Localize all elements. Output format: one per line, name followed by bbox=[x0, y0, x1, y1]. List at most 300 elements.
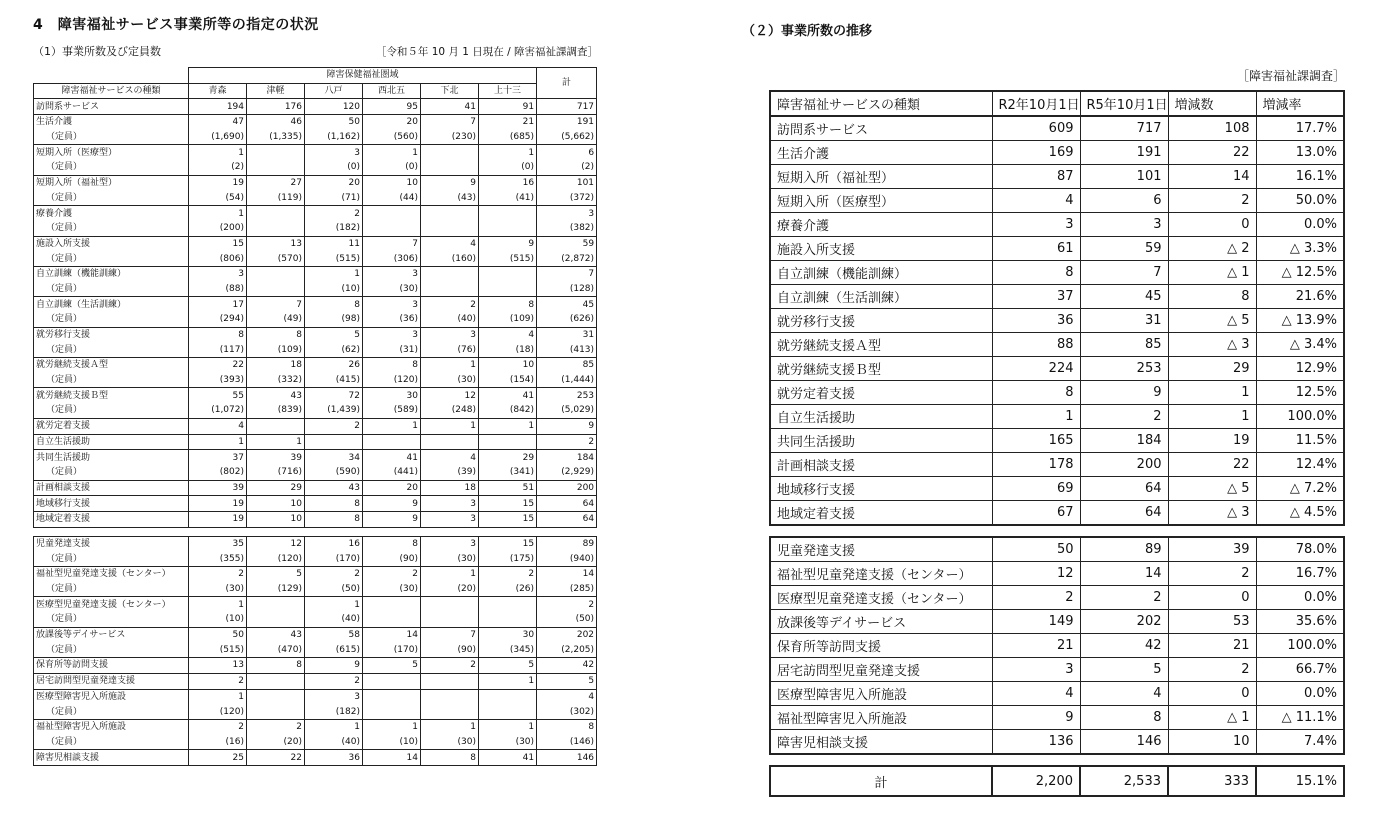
region-header: 八戸 bbox=[305, 83, 363, 99]
count-cell bbox=[421, 597, 479, 612]
count-cell: 15 bbox=[479, 496, 537, 512]
table-row bbox=[34, 418, 597, 434]
value-cell: △ 1 bbox=[1168, 261, 1256, 285]
capacity-cell bbox=[247, 704, 305, 719]
count-cell: 4 bbox=[421, 450, 479, 465]
count-cell: 31 bbox=[537, 327, 597, 342]
count-cell: 14 bbox=[363, 750, 421, 766]
capacity-cell: (76) bbox=[421, 342, 479, 357]
value-cell: 200 bbox=[1080, 453, 1168, 477]
table-row bbox=[34, 658, 597, 674]
trend-header-cell: 増減率 bbox=[1256, 91, 1344, 116]
value-cell: △ 3 bbox=[1168, 501, 1256, 526]
capacity-cell: (40) bbox=[421, 312, 479, 327]
count-cell: 2 bbox=[305, 567, 363, 582]
table-row bbox=[770, 405, 1344, 429]
value-cell: 9 bbox=[992, 706, 1080, 730]
capacity-label: （定員） bbox=[34, 612, 189, 627]
capacity-cell bbox=[247, 221, 305, 236]
capacity-cell: (230) bbox=[421, 130, 479, 145]
capacity-cell: (31) bbox=[363, 342, 421, 357]
count-cell: 14 bbox=[537, 567, 597, 582]
count-cell bbox=[363, 206, 421, 221]
count-cell: 1 bbox=[305, 597, 363, 612]
count-cell bbox=[363, 597, 421, 612]
region-header: 青森 bbox=[189, 83, 247, 99]
count-cell: 10 bbox=[247, 496, 305, 512]
capacity-label: （定員） bbox=[34, 160, 189, 175]
left-table-header bbox=[34, 68, 597, 99]
service-label: 自立訓練（機能訓練） bbox=[770, 261, 992, 285]
value-cell: △ 2 bbox=[1168, 237, 1256, 261]
count-cell: 8 bbox=[247, 327, 305, 342]
service-label: 地域定着支援 bbox=[770, 501, 992, 526]
service-label: 療養介護 bbox=[34, 206, 189, 221]
value-cell: △ 1 bbox=[1168, 706, 1256, 730]
count-cell: 37 bbox=[189, 450, 247, 465]
capacity-cell: (54) bbox=[189, 191, 247, 206]
table-row bbox=[770, 706, 1344, 730]
table-row bbox=[34, 597, 597, 612]
count-cell: 8 bbox=[305, 511, 363, 527]
count-cell: 43 bbox=[247, 388, 305, 403]
capacity-cell: (685) bbox=[479, 130, 537, 145]
region-header: 津軽 bbox=[247, 83, 305, 99]
capacity-cell: (90) bbox=[363, 551, 421, 566]
count-cell: 253 bbox=[537, 388, 597, 403]
capacity-label: （定員） bbox=[34, 221, 189, 236]
capacity-row bbox=[34, 160, 597, 175]
service-label: 福祉型障害児入所施設 bbox=[770, 706, 992, 730]
count-cell: 2 bbox=[247, 719, 305, 734]
count-cell: 9 bbox=[363, 496, 421, 512]
capacity-cell: (1,162) bbox=[305, 130, 363, 145]
count-cell: 4 bbox=[421, 236, 479, 251]
capacity-cell bbox=[421, 221, 479, 236]
service-label: 医療型児童発達支援（センター） bbox=[34, 597, 189, 612]
capacity-cell: (170) bbox=[305, 551, 363, 566]
count-cell bbox=[247, 418, 305, 434]
count-cell: 2 bbox=[189, 567, 247, 582]
value-cell: 17.7% bbox=[1256, 116, 1344, 141]
total-value: 2,200 bbox=[992, 766, 1080, 796]
capacity-cell: (842) bbox=[479, 403, 537, 418]
count-cell: 18 bbox=[247, 358, 305, 373]
value-cell: 146 bbox=[1080, 730, 1168, 755]
capacity-cell bbox=[479, 704, 537, 719]
capacity-cell: (109) bbox=[479, 312, 537, 327]
count-cell: 1 bbox=[479, 145, 537, 160]
capacity-cell: (1,444) bbox=[537, 373, 597, 388]
value-cell: 35.6% bbox=[1256, 610, 1344, 634]
capacity-cell: (119) bbox=[247, 191, 305, 206]
count-cell: 50 bbox=[305, 115, 363, 130]
count-cell: 8 bbox=[247, 658, 305, 674]
value-cell: 8 bbox=[1080, 706, 1168, 730]
count-cell: 39 bbox=[189, 480, 247, 496]
count-cell: 41 bbox=[479, 388, 537, 403]
capacity-cell: (1,690) bbox=[189, 130, 247, 145]
value-cell: △ 13.9% bbox=[1256, 309, 1344, 333]
count-cell: 41 bbox=[421, 99, 479, 115]
capacity-row bbox=[34, 704, 597, 719]
count-cell: 89 bbox=[537, 536, 597, 551]
right-title: （２）事業所数の推移 bbox=[742, 24, 873, 39]
value-cell: 78.0% bbox=[1256, 537, 1344, 562]
service-label: 就労定着支援 bbox=[770, 381, 992, 405]
table-row bbox=[770, 586, 1344, 610]
capacity-cell: (117) bbox=[189, 342, 247, 357]
count-cell: 11 bbox=[305, 236, 363, 251]
value-cell: 2 bbox=[992, 586, 1080, 610]
count-cell: 50 bbox=[189, 627, 247, 642]
capacity-cell: (415) bbox=[305, 373, 363, 388]
capacity-cell: (372) bbox=[537, 191, 597, 206]
capacity-label: （定員） bbox=[34, 582, 189, 597]
count-cell: 20 bbox=[363, 480, 421, 496]
table-row bbox=[34, 358, 597, 373]
count-cell: 9 bbox=[537, 418, 597, 434]
count-cell: 202 bbox=[537, 627, 597, 642]
count-cell: 1 bbox=[189, 145, 247, 160]
service-label: 児童発達支援 bbox=[34, 536, 189, 551]
count-cell: 3 bbox=[189, 266, 247, 281]
right-table-header bbox=[770, 91, 1344, 116]
capacity-cell: (30) bbox=[363, 582, 421, 597]
count-cell: 8 bbox=[363, 536, 421, 551]
count-cell: 1 bbox=[363, 719, 421, 734]
value-cell: 2 bbox=[1080, 586, 1168, 610]
count-cell: 2 bbox=[537, 434, 597, 450]
count-cell: 3 bbox=[421, 496, 479, 512]
capacity-cell: (2,929) bbox=[537, 465, 597, 480]
capacity-cell: (30) bbox=[421, 551, 479, 566]
count-cell: 1 bbox=[479, 418, 537, 434]
capacity-cell bbox=[479, 221, 537, 236]
count-cell: 35 bbox=[189, 536, 247, 551]
count-cell: 2 bbox=[363, 567, 421, 582]
capacity-cell: (5,029) bbox=[537, 403, 597, 418]
count-cell: 5 bbox=[479, 658, 537, 674]
left-section bbox=[33, 12, 598, 766]
capacity-cell: (41) bbox=[479, 191, 537, 206]
capacity-cell: (30) bbox=[421, 735, 479, 750]
table-row bbox=[34, 480, 597, 496]
capacity-row bbox=[34, 282, 597, 297]
value-cell: 14 bbox=[1080, 562, 1168, 586]
value-cell: 3 bbox=[992, 658, 1080, 682]
value-cell: 1 bbox=[1168, 381, 1256, 405]
value-cell: 149 bbox=[992, 610, 1080, 634]
capacity-cell: (940) bbox=[537, 551, 597, 566]
count-cell: 8 bbox=[305, 297, 363, 312]
capacity-cell: (49) bbox=[247, 312, 305, 327]
count-cell: 2 bbox=[305, 673, 363, 689]
capacity-cell: (306) bbox=[363, 251, 421, 266]
value-cell: △ 11.1% bbox=[1256, 706, 1344, 730]
count-cell bbox=[363, 673, 421, 689]
count-cell bbox=[247, 673, 305, 689]
value-cell: △ 3.4% bbox=[1256, 333, 1344, 357]
capacity-cell: (128) bbox=[537, 282, 597, 297]
table-row bbox=[34, 115, 597, 130]
capacity-cell: (62) bbox=[305, 342, 363, 357]
count-cell: 1 bbox=[421, 719, 479, 734]
capacity-cell: (626) bbox=[537, 312, 597, 327]
value-cell: 10 bbox=[1168, 730, 1256, 755]
trend-header-cell: R2年10月1日 bbox=[992, 91, 1080, 116]
service-label: 就労継続支援Ａ型 bbox=[770, 333, 992, 357]
value-cell: 9 bbox=[1080, 381, 1168, 405]
count-cell bbox=[479, 206, 537, 221]
value-cell: 14 bbox=[1168, 165, 1256, 189]
table-row bbox=[34, 99, 597, 115]
capacity-cell: (20) bbox=[247, 735, 305, 750]
value-cell: 2 bbox=[1080, 405, 1168, 429]
service-label: 保育所等訪問支援 bbox=[770, 634, 992, 658]
table-row bbox=[34, 719, 597, 734]
count-cell: 15 bbox=[189, 236, 247, 251]
value-cell: 2 bbox=[1168, 189, 1256, 213]
count-cell: 1 bbox=[421, 358, 479, 373]
total-header: 計 bbox=[537, 68, 597, 99]
capacity-row bbox=[34, 373, 597, 388]
count-cell: 13 bbox=[247, 236, 305, 251]
service-label: 自立生活援助 bbox=[770, 405, 992, 429]
table-row bbox=[34, 236, 597, 251]
capacity-cell: (1,439) bbox=[305, 403, 363, 418]
count-cell: 8 bbox=[363, 358, 421, 373]
count-cell: 9 bbox=[363, 511, 421, 527]
count-cell: 8 bbox=[305, 496, 363, 512]
capacity-cell: (154) bbox=[479, 373, 537, 388]
count-cell: 20 bbox=[305, 175, 363, 190]
table-row bbox=[770, 634, 1344, 658]
capacity-cell bbox=[363, 612, 421, 627]
capacity-cell: (30) bbox=[479, 735, 537, 750]
service-label: 施設入所支援 bbox=[34, 236, 189, 251]
capacity-cell: (120) bbox=[247, 551, 305, 566]
value-cell: 39 bbox=[1168, 537, 1256, 562]
count-cell: 8 bbox=[189, 327, 247, 342]
count-cell: 717 bbox=[537, 99, 597, 115]
value-cell: 8 bbox=[992, 381, 1080, 405]
count-cell: 200 bbox=[537, 480, 597, 496]
count-cell: 30 bbox=[363, 388, 421, 403]
capacity-cell: (40) bbox=[305, 735, 363, 750]
count-cell: 5 bbox=[363, 658, 421, 674]
table-row bbox=[34, 327, 597, 342]
right-section bbox=[740, 18, 1345, 797]
value-cell: 4 bbox=[992, 189, 1080, 213]
count-cell: 43 bbox=[247, 627, 305, 642]
capacity-cell: (382) bbox=[537, 221, 597, 236]
count-cell: 3 bbox=[363, 266, 421, 281]
capacity-cell: (109) bbox=[247, 342, 305, 357]
count-cell: 21 bbox=[479, 115, 537, 130]
value-cell: 12 bbox=[992, 562, 1080, 586]
table-row bbox=[770, 537, 1344, 562]
table-row bbox=[770, 610, 1344, 634]
count-cell: 12 bbox=[247, 536, 305, 551]
count-cell: 1 bbox=[189, 434, 247, 450]
count-cell: 22 bbox=[247, 750, 305, 766]
service-label: 自立訓練（生活訓練） bbox=[770, 285, 992, 309]
value-cell: 0 bbox=[1168, 586, 1256, 610]
total-value: 333 bbox=[1168, 766, 1256, 796]
value-cell: 184 bbox=[1080, 429, 1168, 453]
capacity-cell: (120) bbox=[189, 704, 247, 719]
count-cell: 2 bbox=[189, 719, 247, 734]
count-cell: 7 bbox=[421, 627, 479, 642]
capacity-cell: (2) bbox=[189, 160, 247, 175]
count-cell: 18 bbox=[421, 480, 479, 496]
value-cell: 50.0% bbox=[1256, 189, 1344, 213]
value-cell: 100.0% bbox=[1256, 634, 1344, 658]
count-cell: 10 bbox=[479, 358, 537, 373]
capacity-label: （定員） bbox=[34, 191, 189, 206]
capacity-row bbox=[34, 342, 597, 357]
value-cell: 136 bbox=[992, 730, 1080, 755]
table-row bbox=[770, 381, 1344, 405]
count-cell bbox=[479, 266, 537, 281]
table-row bbox=[34, 266, 597, 281]
value-cell: 169 bbox=[992, 141, 1080, 165]
service-label: 共同生活援助 bbox=[770, 429, 992, 453]
service-type-header: 障害福祉サービスの種類 bbox=[34, 83, 189, 99]
count-cell: 1 bbox=[247, 434, 305, 450]
service-label: 就労定着支援 bbox=[34, 418, 189, 434]
value-cell: 12.5% bbox=[1256, 381, 1344, 405]
capacity-cell bbox=[421, 160, 479, 175]
value-cell: 85 bbox=[1080, 333, 1168, 357]
count-cell bbox=[421, 206, 479, 221]
capacity-label: （定員） bbox=[34, 642, 189, 657]
value-cell: 5 bbox=[1080, 658, 1168, 682]
capacity-label: （定員） bbox=[34, 403, 189, 418]
capacity-row bbox=[34, 551, 597, 566]
capacity-row bbox=[34, 735, 597, 750]
capacity-row bbox=[34, 403, 597, 418]
service-label: 居宅訪問型児童発達支援 bbox=[34, 673, 189, 689]
service-label: 福祉型障害児入所施設 bbox=[34, 719, 189, 734]
count-cell: 55 bbox=[189, 388, 247, 403]
count-cell: 13 bbox=[189, 658, 247, 674]
total-label: 計 bbox=[770, 766, 992, 796]
service-label: 地域移行支援 bbox=[770, 477, 992, 501]
capacity-cell: (40) bbox=[305, 612, 363, 627]
count-cell: 12 bbox=[421, 388, 479, 403]
table-row bbox=[34, 536, 597, 551]
value-cell: 2 bbox=[1168, 562, 1256, 586]
capacity-cell: (200) bbox=[189, 221, 247, 236]
count-cell bbox=[363, 434, 421, 450]
capacity-cell: (590) bbox=[305, 465, 363, 480]
capacity-cell: (90) bbox=[421, 642, 479, 657]
value-cell: 22 bbox=[1168, 453, 1256, 477]
value-cell: 16.7% bbox=[1256, 562, 1344, 586]
count-cell: 43 bbox=[305, 480, 363, 496]
capacity-row bbox=[34, 312, 597, 327]
capacity-cell: (470) bbox=[247, 642, 305, 657]
value-cell: 609 bbox=[992, 116, 1080, 141]
capacity-label: （定員） bbox=[34, 551, 189, 566]
service-label: 福祉型児童発達支援（センター） bbox=[34, 567, 189, 582]
count-cell: 47 bbox=[189, 115, 247, 130]
service-label: 訪問系サービス bbox=[34, 99, 189, 115]
left-subheader bbox=[33, 38, 598, 64]
value-cell: 88 bbox=[992, 333, 1080, 357]
table-row bbox=[770, 562, 1344, 586]
service-label: 保育所等訪問支援 bbox=[34, 658, 189, 674]
capacity-cell: (332) bbox=[247, 373, 305, 388]
capacity-label: （定員） bbox=[34, 251, 189, 266]
capacity-cell: (413) bbox=[537, 342, 597, 357]
service-label: 放課後等デイサービス bbox=[770, 610, 992, 634]
capacity-row bbox=[34, 612, 597, 627]
capacity-cell bbox=[421, 704, 479, 719]
count-cell bbox=[247, 597, 305, 612]
count-cell: 46 bbox=[247, 115, 305, 130]
count-cell bbox=[247, 206, 305, 221]
value-cell: 87 bbox=[992, 165, 1080, 189]
capacity-cell: (36) bbox=[363, 312, 421, 327]
count-cell: 1 bbox=[421, 418, 479, 434]
value-cell: 13.0% bbox=[1256, 141, 1344, 165]
capacity-cell: (1,335) bbox=[247, 130, 305, 145]
right-survey-note: ［障害福祉課調査］ bbox=[1236, 69, 1345, 83]
service-label: 短期入所（福祉型） bbox=[770, 165, 992, 189]
value-cell: 108 bbox=[1168, 116, 1256, 141]
count-cell: 1 bbox=[305, 719, 363, 734]
count-cell: 91 bbox=[479, 99, 537, 115]
value-cell: 0 bbox=[1168, 682, 1256, 706]
service-label: 自立生活援助 bbox=[34, 434, 189, 450]
count-cell: 5 bbox=[537, 673, 597, 689]
count-cell: 85 bbox=[537, 358, 597, 373]
capacity-cell: (441) bbox=[363, 465, 421, 480]
value-cell: 21 bbox=[992, 634, 1080, 658]
value-cell: △ 3.3% bbox=[1256, 237, 1344, 261]
table-row bbox=[34, 496, 597, 512]
capacity-cell: (129) bbox=[247, 582, 305, 597]
capacity-cell: (560) bbox=[363, 130, 421, 145]
count-cell: 64 bbox=[537, 496, 597, 512]
capacity-cell: (570) bbox=[247, 251, 305, 266]
count-cell: 41 bbox=[479, 750, 537, 766]
value-cell: 21 bbox=[1168, 634, 1256, 658]
capacity-row bbox=[34, 251, 597, 266]
count-cell: 176 bbox=[247, 99, 305, 115]
capacity-cell: (2) bbox=[537, 160, 597, 175]
value-cell: 224 bbox=[992, 357, 1080, 381]
left-subtitle: （1）事業所数及び定員数 bbox=[33, 45, 161, 58]
table-row bbox=[770, 658, 1344, 682]
capacity-cell: (43) bbox=[421, 191, 479, 206]
value-cell: 178 bbox=[992, 453, 1080, 477]
value-cell: 45 bbox=[1080, 285, 1168, 309]
count-cell: 146 bbox=[537, 750, 597, 766]
capacity-cell: (98) bbox=[305, 312, 363, 327]
capacity-cell: (5,662) bbox=[537, 130, 597, 145]
value-cell: 69 bbox=[992, 477, 1080, 501]
count-cell bbox=[421, 689, 479, 704]
capacity-cell: (802) bbox=[189, 465, 247, 480]
count-cell: 29 bbox=[247, 480, 305, 496]
table-row bbox=[770, 116, 1344, 141]
value-cell: △ 12.5% bbox=[1256, 261, 1344, 285]
value-cell: 7 bbox=[1080, 261, 1168, 285]
